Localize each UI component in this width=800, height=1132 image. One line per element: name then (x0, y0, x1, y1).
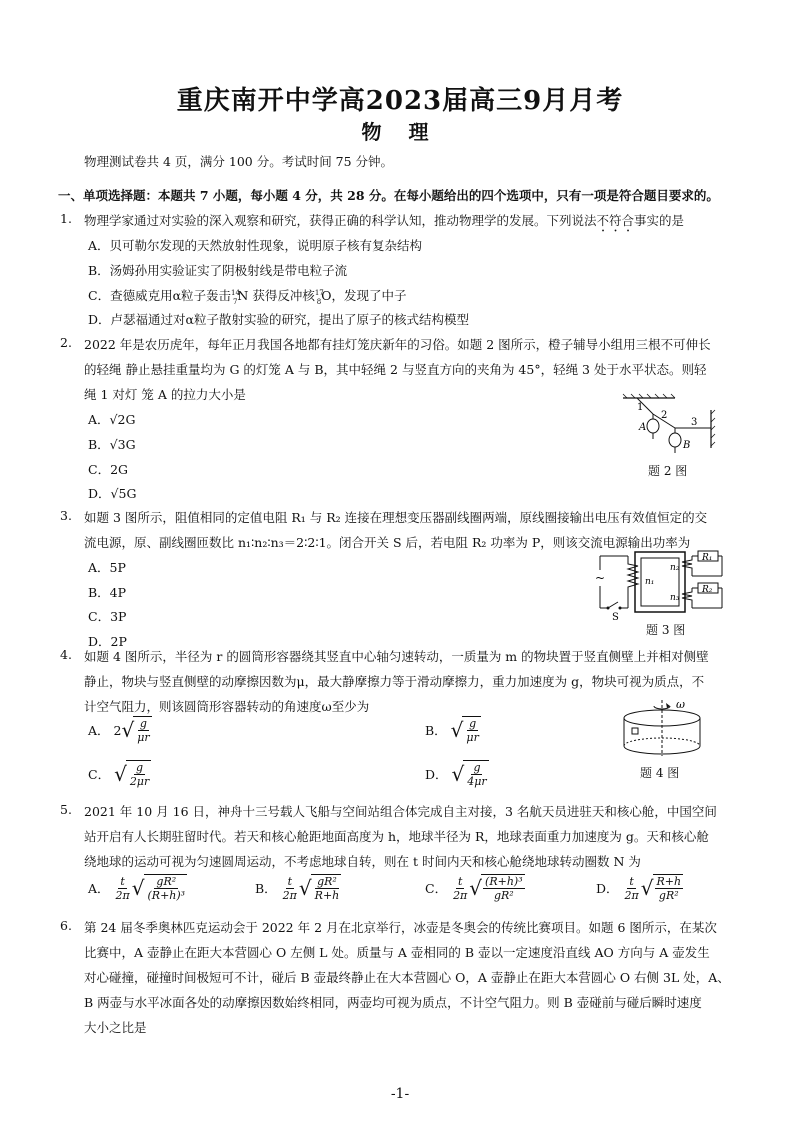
q4-caption: 题 4 图 (640, 766, 680, 780)
q4-c-den: 2μr (129, 775, 150, 788)
q3-line1: 如题 3 图所示，阻值相同的定值电阻 R₁ 与 R₂ 连接在理想变压器副线圈两端，原线圈接输出电压有效值恒定的交 (84, 510, 708, 525)
q5-option-b: B． $\frac{t}{2\pi}$ √ $\frac{\text{gR²}}{R+h}$ (255, 874, 340, 902)
q5-b-num: gR² (317, 875, 337, 888)
q3-option-d: D．2P (88, 634, 127, 649)
q4-option-b-label: B． (425, 723, 447, 738)
q2-caption: 题 2 图 (648, 464, 688, 478)
q4-d-den: 4μr (467, 775, 487, 788)
q5-d-den: gR² (658, 889, 679, 902)
q3-caption: 题 3 图 (646, 623, 686, 637)
q2-figure (615, 392, 725, 462)
label-lantern-b: B (683, 440, 691, 451)
q1-option-c-b: 获得反冲核 (252, 288, 315, 303)
q1-nucleus-n: N (237, 288, 249, 303)
label-n3: n₃ (670, 593, 680, 603)
q5-a-pre-num: t (120, 874, 125, 888)
q5-option-d: D． $\frac{t}{2\pi}$ √ $\frac{R+h}{\text{gR²}}$ (596, 874, 682, 902)
block-m (632, 728, 638, 734)
q1-option-a: A．贝可勒尔发现的天然放射性现象，说明原子核有复杂结构 (88, 238, 423, 253)
q6-line1: 第 24 届冬季奥林匹克运动会于 2022 年 2 月在北京举行，冰壶是冬奥会的传统比赛项目。如题 6 图所示，在某次 (84, 920, 717, 935)
q2-option-b: B．√3G (88, 437, 136, 452)
q6-line4: B 两壶与水平冰面各处的动摩擦因数始终相同，两壶均可视为质点，不计空气阻力。则 B 壶碰前与碰后瞬时速度 (84, 995, 702, 1010)
lantern-b (669, 433, 681, 447)
q1-option-c: C．查德威克用α粒子轰击$^{14}_7$N 获得反冲核$^{17}_8$O，发现了中子 (88, 288, 407, 306)
q5-b-den: R+h (314, 889, 340, 902)
q4-option-c: C． √ $\frac{g}{2\mu r}$ (88, 761, 150, 788)
q1-option-c-c: ，发现了中子 (331, 288, 407, 303)
q4-a-den: μr (137, 731, 150, 744)
subject-title: 物 理 (361, 120, 439, 144)
q5-line3: 绕地球的运动可视为匀速圆周运动，不考虑地球自转，则在 t 时间内天和核心舱绕地球转动圈数 N 为 (84, 854, 641, 869)
page-title: 重庆南开中学高2023届高三9月月考 (176, 86, 624, 116)
q5-b-pre-den: 2π (282, 888, 297, 902)
q2-line3: 绳 1 对灯 笼 A 的拉力大小是 (84, 387, 246, 402)
q1-option-d: D．卢瑟福通过对α粒子散射实验的研究，提出了原子的核式结构模型 (88, 312, 469, 327)
q4-b-num: g (469, 717, 477, 730)
label-switch: S (612, 612, 619, 623)
q5-b-pre-num: t (287, 874, 292, 888)
q4-option-d-label: D． (425, 767, 448, 782)
q2-option-a: A．√2G (88, 412, 136, 427)
q5-line1: 2021 年 10 月 16 日，神舟十三号载人飞船与空间站组合体完成自主对接，3 名航天员进驻天和核心舱，中国空间 (84, 804, 717, 819)
q4-line2: 静止，物块与竖直侧壁的动摩擦因数为μ，最大静摩擦力等于滑动摩擦力，重力加速度为 g，物块可视为质点，不 (84, 674, 705, 689)
exam-intro: 物理测试卷共 4 页，满分 100 分。考试时间 75 分钟。 (84, 154, 394, 169)
q1-stem-emphasis: 不符合 (596, 213, 635, 228)
q2-line1: 2022 年是农历虎年，每年正月我国各地都有挂灯笼庆新年的习俗。如题 2 图所示，橙子辅导小组用三根不可伸长 (84, 337, 711, 352)
q4-c-num: g (135, 761, 144, 774)
q5-d-pre-num: t (629, 874, 634, 888)
q3-figure (590, 548, 725, 623)
q2-number: 2. (60, 335, 72, 350)
q3-option-a: A．5P (88, 560, 126, 575)
q4-option-a-label: A． (88, 723, 110, 738)
q5-line2: 站开启有人长期驻留时代。若天和核心舱距地面高度为 h，地球半径为 R，地球表面重力加速度为 g。天和核心舱 (84, 829, 709, 844)
q1-option-c-a: C．查德威克用α粒子轰击 (88, 288, 232, 303)
q1-number: 1. (60, 211, 72, 226)
label-n2: n₂ (670, 563, 680, 573)
q5-d-pre-den: 2π (624, 888, 639, 902)
q5-option-c-label: C． (425, 881, 448, 896)
q1-option-b: B．汤姆孙用实验证实了阴极射线是带电粒子流 (88, 263, 348, 278)
ac-source-symbol: ~ (595, 571, 606, 585)
q3-number: 3. (60, 508, 72, 523)
q5-a-pre-den: 2π (115, 888, 130, 902)
label-rope-1: 1 (637, 402, 644, 413)
label-lantern-a: A (639, 422, 647, 433)
q5-number: 5. (60, 802, 72, 817)
q4-option-d: D． √ $\frac{g}{4\mu r}$ (425, 761, 487, 788)
q2-line2: 的轻绳 静止悬挂重量均为 G 的灯笼 A 与 B，其中轻绳 2 与竖直方向的夹角为 45°，轻绳 3 处于水平状态。则轻 (84, 362, 707, 377)
q4-option-a-coef: 2 (113, 722, 122, 738)
q4-number: 4. (60, 647, 72, 662)
q3-line2: 流电源，原、副线圈匝数比 n₁∶n₂∶n₃＝2∶2∶1。闭合开关 S 后，若电阻 R₂ 功率为 P，则该交流电源输出功率为 (84, 535, 691, 550)
q1-stem-a: 物理学家通过对实验的深入观察和研究，获得正确的科学认知，推动物理学的发展。下列说法 (84, 213, 597, 228)
q3-option-b: B．4P (88, 585, 127, 600)
q4-option-c-label: C． (88, 767, 111, 782)
section-heading: 一、单项选择题：本题共 7 小题，每小题 4 分，共 28 分。在每小题给出的四个选项中，只有一项是符合题目要求的。 (58, 188, 719, 203)
q3-option-c: C．3P (88, 609, 127, 624)
q2-option-c: C．2G (88, 462, 129, 477)
q5-a-den: (R+h)³ (147, 889, 186, 902)
q5-c-den: gR² (493, 889, 514, 902)
q5-c-pre-den: 2π (453, 888, 468, 902)
label-rope-2: 2 (661, 410, 668, 421)
lantern-a (647, 419, 659, 433)
q4-line1: 如题 4 图所示，半径为 r 的圆筒形容器绕其竖直中心轴匀速转动，一质量为 m 的物块置于竖直侧壁上并相对侧壁 (84, 649, 709, 664)
label-r1: R₁ (702, 553, 713, 563)
label-omega: ω (676, 698, 685, 711)
q4-a-num: g (139, 717, 147, 730)
q4-d-num: g (473, 761, 481, 774)
q4-figure (612, 698, 712, 760)
q5-c-num: (R+h)³ (485, 875, 523, 888)
label-rope-3: 3 (691, 417, 698, 428)
q5-option-c: C． $\frac{t}{2\pi}$ √ $\frac{\text{(R+h)³}}{\text{gR²}}$ (425, 874, 523, 902)
q4-b-den: μr (466, 731, 479, 744)
q1-stem (84, 211, 684, 235)
q5-option-a-label: A． (88, 881, 110, 896)
q4-option-b: B． √ $\frac{g}{\mu r}$ (425, 717, 479, 744)
q4-line3: 计空气阻力，则该圆筒形容器转动的角速度ω至少为 (84, 699, 370, 714)
q5-d-num: R+h (656, 875, 682, 888)
q2-option-d: D．√5G (88, 486, 137, 501)
switch-s (608, 602, 618, 608)
q5-c-pre-num: t (457, 874, 463, 888)
q6-line2: 比赛中，A 壶静止在距大本营圆心 O 左侧 L 处。质量与 A 壶相同的 B 壶以一定速度沿直线 AO 方向与 A 壶发生 (84, 945, 710, 960)
q6-line3: 对心碰撞，碰撞时间极短可不计，碰后 B 壶最终静止在大本营圆心 O，A 壶静止在距大本营圆心 O 右侧 3L 处，A、 (84, 970, 730, 985)
label-r2: R₂ (702, 585, 713, 595)
transformer-core (635, 552, 685, 612)
label-n1: n₁ (645, 577, 655, 587)
page-number: -1- (390, 1086, 410, 1102)
q6-line5: 大小之比是 (84, 1020, 147, 1035)
q5-option-b-label: B． (255, 881, 277, 896)
q5-option-a: A． $\frac{t}{2\pi}$ √ $\frac{\text{gR²}}{\text{(R+h)³}}$ (88, 874, 186, 902)
q4-option-a: A． 2 √ $\frac{g}{\mu r}$ (88, 717, 150, 744)
q1-nucleus-o: O (321, 288, 332, 303)
q5-a-num: gR² (156, 875, 177, 888)
q5-option-d-label: D． (596, 881, 619, 896)
q1-stem-b: 事实的是 (634, 213, 685, 228)
q6-number: 6. (60, 918, 72, 933)
